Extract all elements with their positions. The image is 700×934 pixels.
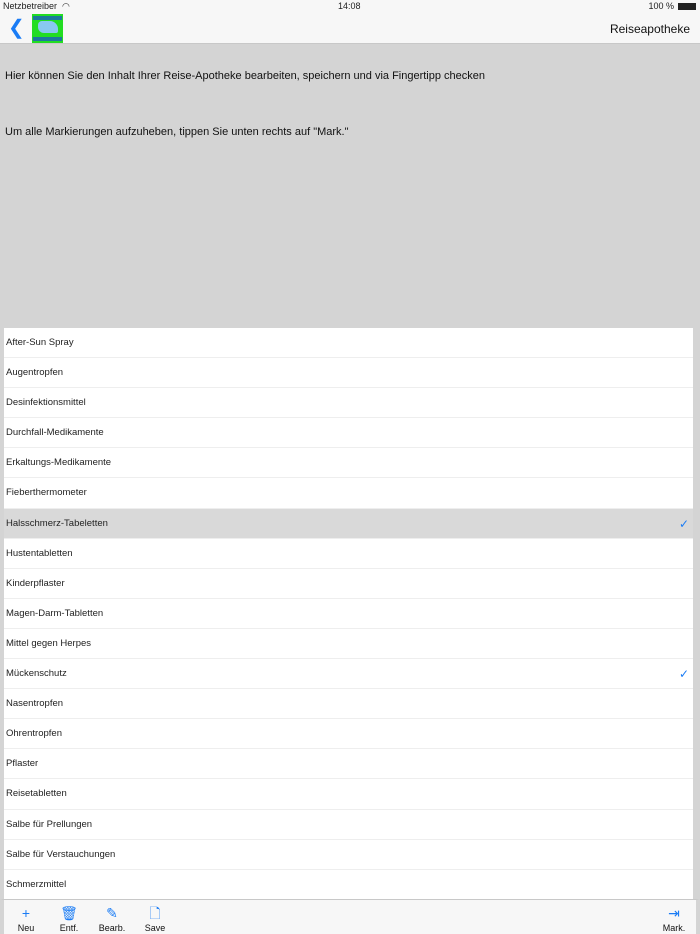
battery-level: 100 % <box>648 1 674 11</box>
item-label: Ohrentropfen <box>6 728 62 740</box>
list-item[interactable] <box>4 418 693 448</box>
item-label: Erkaltungs-Medikamente <box>6 457 112 469</box>
document-icon: 🗋 <box>149 905 161 921</box>
hint-text: Um alle Markierungen aufzuheben, tippen Sie unten rechts auf "Mark." <box>5 126 349 138</box>
list-item[interactable] <box>4 328 693 358</box>
checkmark-icon: ✓ <box>678 667 689 682</box>
list-item[interactable] <box>4 810 693 840</box>
intro-text: Hier können Sie den Inhalt Ihrer Reise-Apotheke bearbeiten, speichern und via Fingertipp checken <box>5 70 486 82</box>
item-label: Magen-Darm-Tabletten <box>6 607 104 619</box>
item-label: Salbe für Prellungen <box>6 818 93 830</box>
save-button[interactable]: 🗋 Save <box>135 903 175 933</box>
wifi-icon: ◠ <box>62 1 70 11</box>
toolbar <box>0 899 700 934</box>
item-label: Mückenschutz <box>6 668 67 680</box>
list-item[interactable] <box>4 599 693 629</box>
item-label: After-Sun Spray <box>6 337 74 348</box>
list-item[interactable] <box>4 448 693 478</box>
item-label: Mittel gegen Herpes <box>6 637 92 649</box>
item-label: Pflaster <box>6 758 39 770</box>
checkmark-icon: ✓ <box>678 516 689 531</box>
list-item[interactable] <box>4 719 693 749</box>
list-item[interactable] <box>4 840 693 870</box>
new-button[interactable]: + Neu <box>6 903 46 933</box>
list-item[interactable] <box>4 388 693 418</box>
back-button[interactable]: ❮ <box>8 17 25 39</box>
delete-button[interactable]: 🗑 Entf. <box>49 903 89 933</box>
edit-button[interactable]: ✎ Bearb. <box>92 903 132 933</box>
list-item[interactable] <box>4 509 693 539</box>
item-label: Durchfall-Medikamente <box>6 427 104 439</box>
list-item[interactable] <box>4 659 693 689</box>
list-item[interactable] <box>4 539 693 569</box>
item-label: Reisetabletten <box>6 788 67 800</box>
item-label: Halsschmerz-Tabeletten <box>6 517 108 529</box>
page-title: Reiseapotheke <box>609 22 690 36</box>
app-logo <box>32 14 63 43</box>
list-item[interactable] <box>4 689 693 719</box>
battery-icon <box>678 3 696 10</box>
list-item[interactable] <box>4 629 693 659</box>
compose-icon: ✎ <box>106 905 118 921</box>
item-label: Hustentabletten <box>6 547 73 559</box>
item-label: Augentropfen <box>6 367 64 379</box>
item-label: Desinfektionsmittel <box>6 397 86 409</box>
info-panel <box>0 44 700 328</box>
clock: 14:08 <box>338 1 361 11</box>
list-item[interactable] <box>4 569 693 599</box>
list-item[interactable] <box>4 749 693 779</box>
plus-icon: + <box>21 905 31 921</box>
item-label: Salbe für Verstauchungen <box>6 848 116 860</box>
carrier: Netzbetreiber <box>3 1 58 11</box>
list-item[interactable] <box>4 779 693 809</box>
list-item[interactable] <box>4 358 693 388</box>
mark-button[interactable]: ⇥ Mark. <box>654 903 694 933</box>
item-label: Schmerzmittel <box>6 878 67 890</box>
item-label: Fieberthermometer <box>6 487 87 499</box>
item-label: Nasentropfen <box>6 698 64 710</box>
status-bar <box>0 0 700 13</box>
navigation-bar <box>0 13 700 44</box>
list-item[interactable] <box>4 870 693 900</box>
list-item[interactable] <box>4 478 693 508</box>
trash-icon: 🗑 <box>60 905 78 921</box>
item-list <box>4 328 693 900</box>
item-label: Kinderpflaster <box>6 577 65 589</box>
export-icon: ⇥ <box>668 905 680 921</box>
